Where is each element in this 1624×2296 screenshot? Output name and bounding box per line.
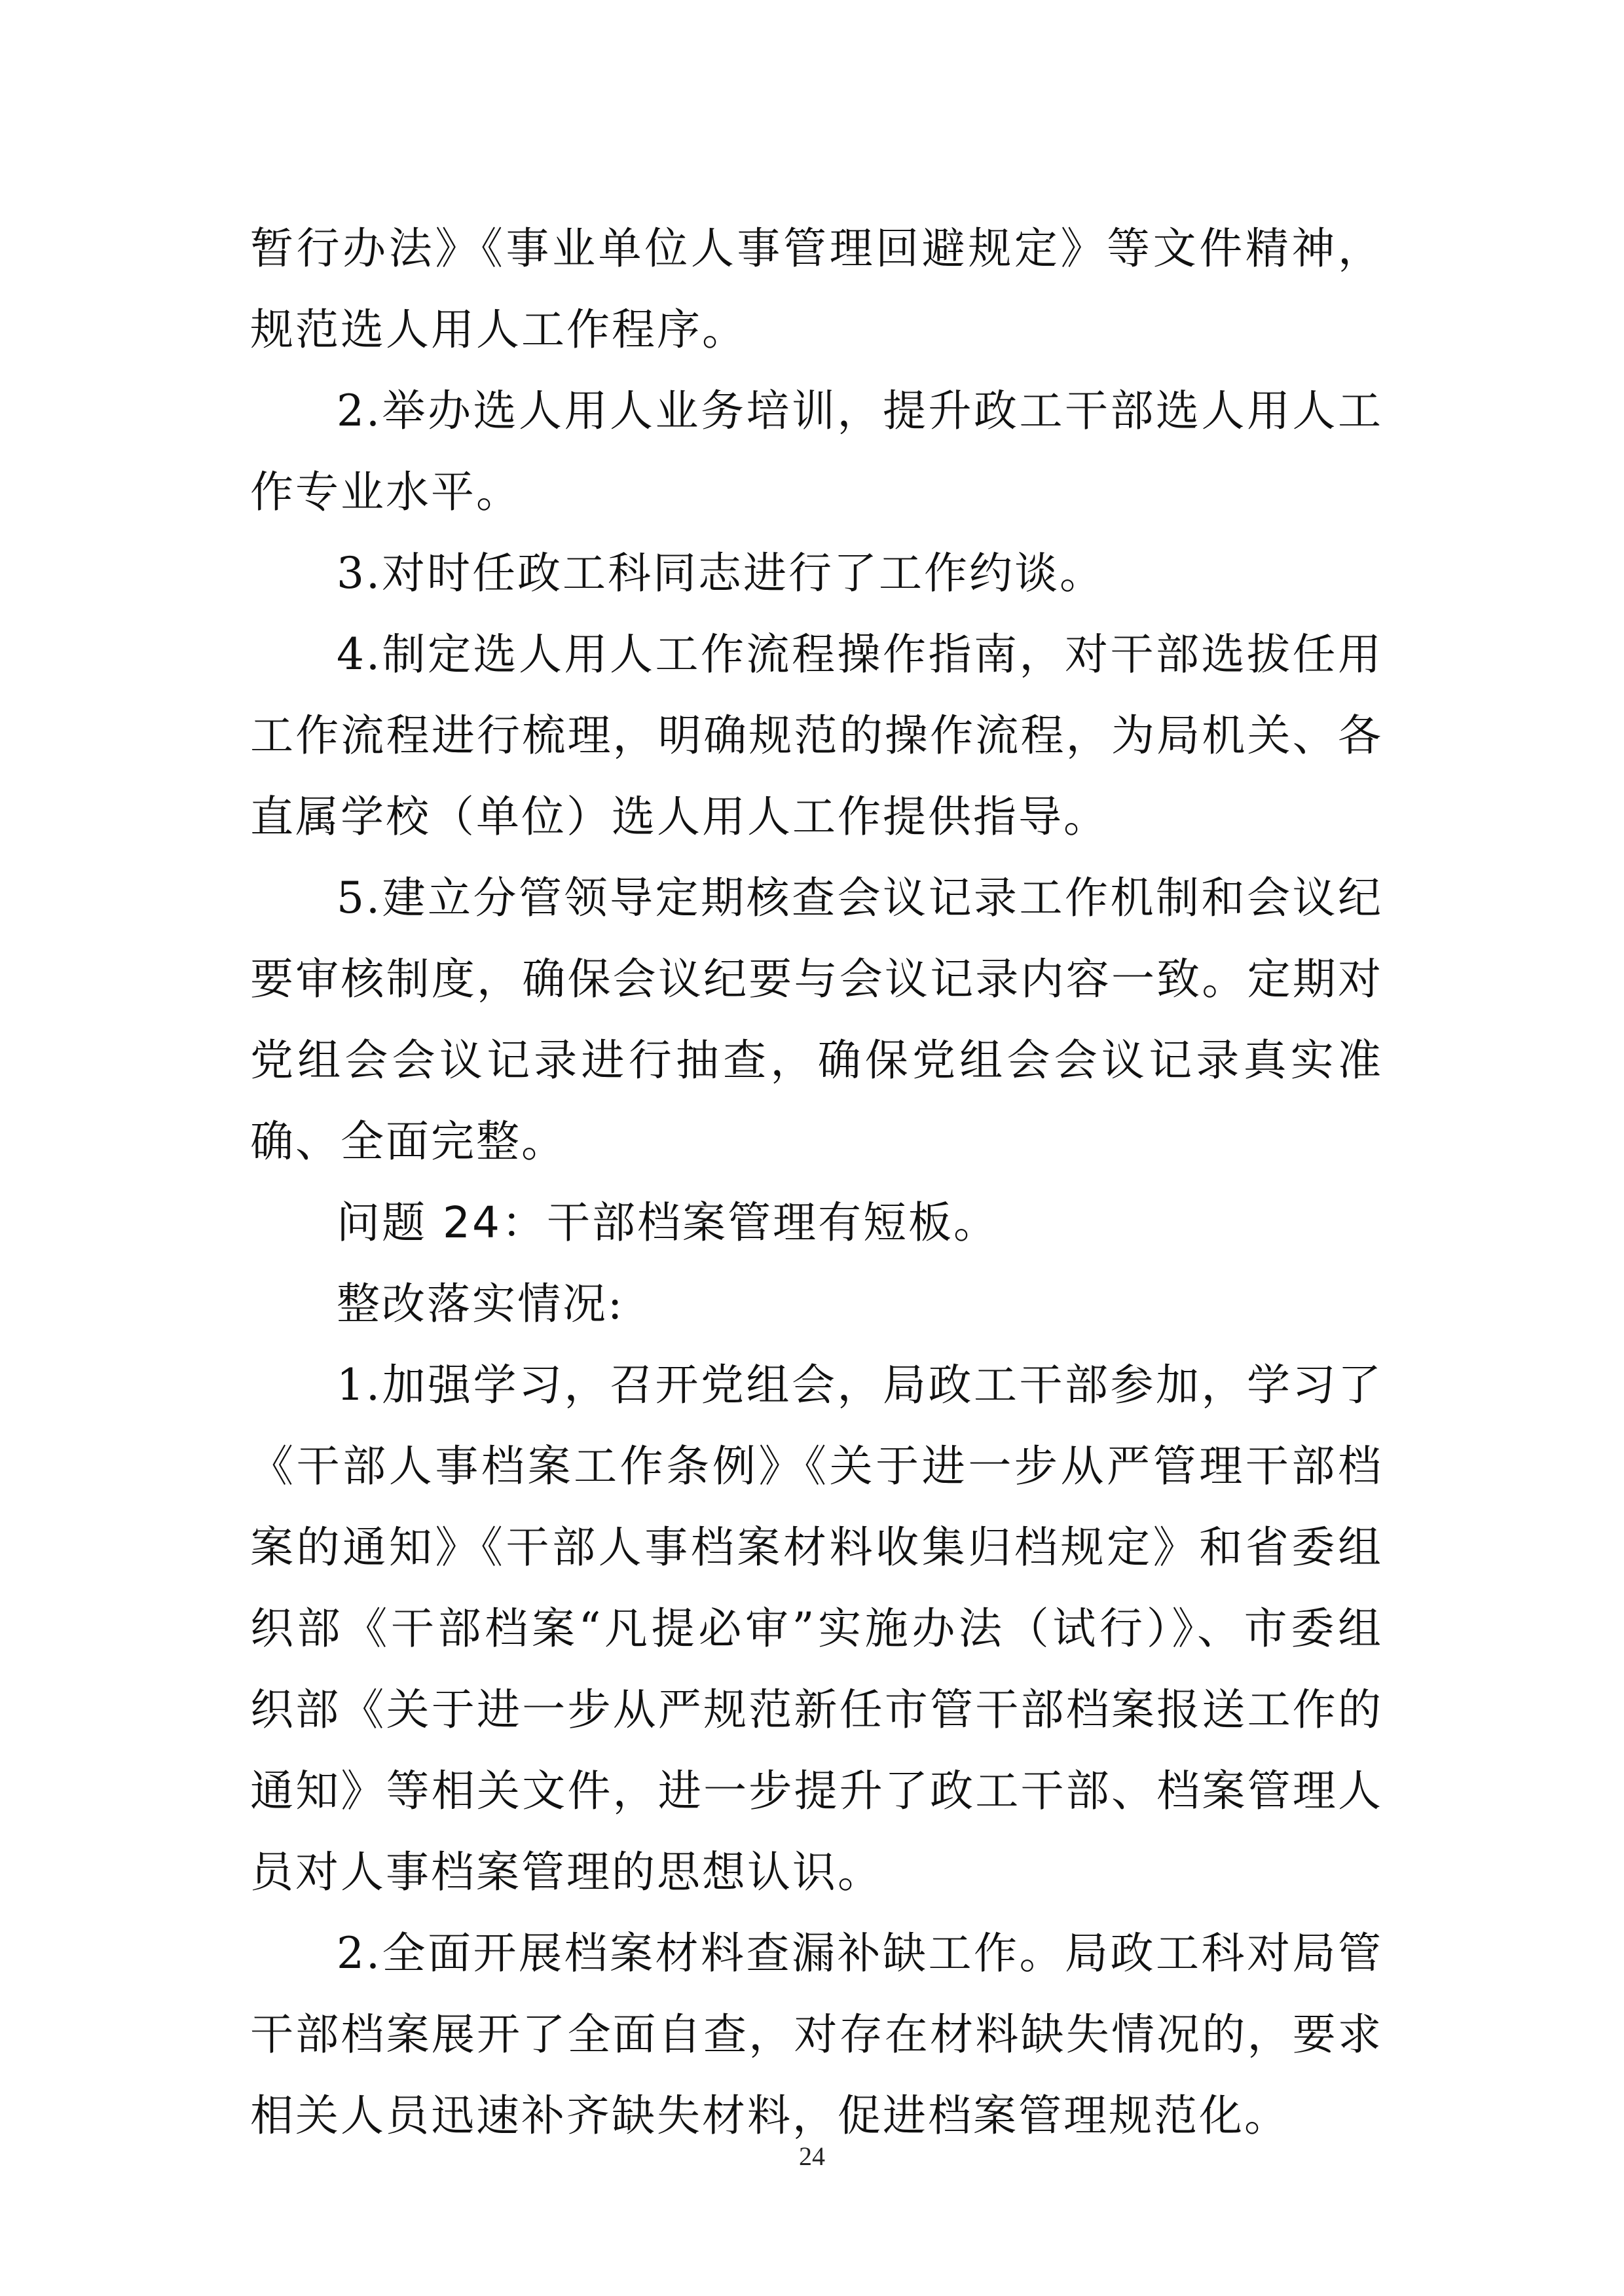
issue-heading: 问题 24：干部档案管理有短板。 — [337, 1197, 999, 1248]
document-body — [250, 208, 1383, 2157]
paragraph-item-1b: 1.加强学习，召开党组会，局政工干部参加，学习了《干部人事档案工作条例》《关于进一步从严管理干部档案的通知》《干部人事档案材料收集归档规定》和省委组织部《干部档案“凡提必审”实施办法（试行）》、市委组织部《关于进一步从严规范新任市管干部档案报送工作的通知》等相关文件，进一步提升了政工干部、档案管理人员对人事档案管理的思想认识。 — [250, 1360, 1383, 1897]
page-number: 24 — [799, 2141, 825, 2171]
paragraph-item-2: 2.举办选人用人业务培训，提升政工干部选人用人工作专业水平。 — [250, 386, 1383, 517]
paragraph-item-3: 3.对时任政工科同志进行了工作约谈。 — [337, 548, 1105, 598]
paragraph-item-5: 5.建立分管领导定期核查会议记录工作机制和会议纪要审核制度，确保会议纪要与会议记录内容一致。定期对党组会会议记录进行抽查，确保党组会会议记录真实准确、全面完整。 — [250, 873, 1383, 1167]
paragraph-item-2b: 2.全面开展档案材料查漏补缺工作。局政工科对局管干部档案展开了全面自查，对存在材料缺失情况的，要求相关人员迅速补齐缺失材料，促进档案管理规范化。 — [250, 1928, 1383, 2141]
paragraph-continuation: 暂行办法》《事业单位人事管理回避规定》等文件精神，规范选人用人工作程序。 — [250, 223, 1383, 355]
section-label: 整改落实情况: — [337, 1279, 625, 1329]
paragraph-item-4: 4.制定选人用人工作流程操作指南，对干部选拔任用工作流程进行梳理，明确规范的操作流程，为局机关、各直属学校（单位）选人用人工作提供指导。 — [250, 629, 1383, 842]
